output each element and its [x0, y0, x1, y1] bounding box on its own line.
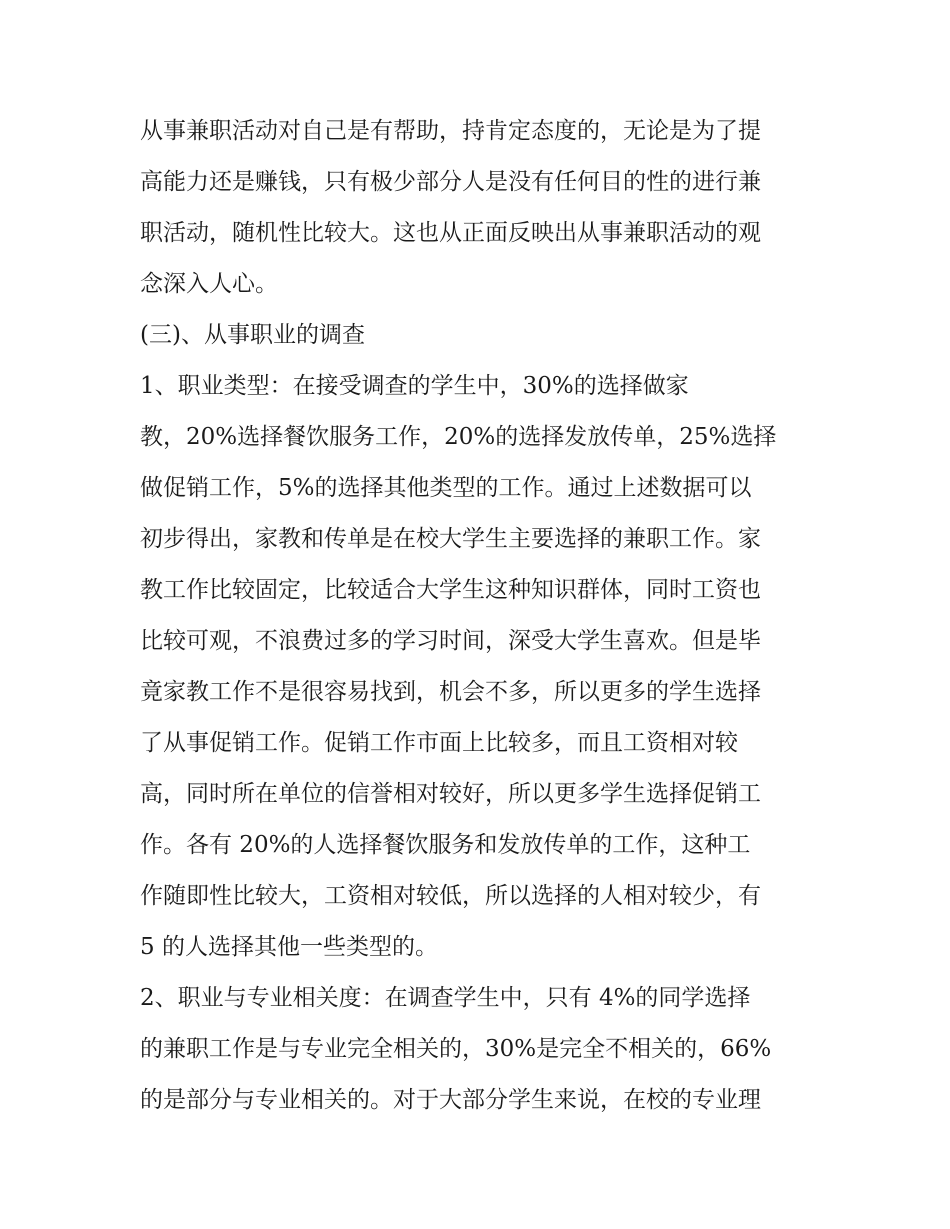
text-line: 职活动，随机性比较大。这也从正面反映出从事兼职活动的观	[140, 220, 761, 246]
text-line: 的是部分与专业相关的。对于大部分学生来说，在校的专业理	[140, 1087, 761, 1113]
text-line: 比较可观，不浪费过多的学习时间，深受大学生喜欢。但是毕	[140, 628, 761, 654]
text-line: 1、职业类型：在接受调查的学生中，30%的选择做家	[140, 373, 689, 399]
section-heading: (三)、从事职业的调查	[140, 322, 365, 348]
text-line: 高能力还是赚钱，只有极少部分人是没有任何目的性的进行兼	[140, 169, 761, 195]
document-body	[140, 106, 820, 1126]
text-line: 初步得出，家教和传单是在校大学生主要选择的兼职工作。家	[140, 526, 761, 552]
text-line: 高，同时所在单位的信誉相对较好，所以更多学生选择促销工	[140, 781, 761, 807]
text-line: 做促销工作，5%的选择其他类型的工作。通过上述数据可以	[140, 475, 752, 501]
text-line: 的兼职工作是与专业完全相关的，30%是完全不相关的，66%	[140, 1036, 772, 1062]
text-line: 作随即性比较大，工资相对较低，所以选择的人相对较少，有	[140, 883, 761, 909]
text-line: 教，20%选择餐饮服务工作，20%的选择发放传单，25%选择	[140, 424, 777, 450]
text-line: 从事兼职活动对自己是有帮助，持肯定态度的，无论是为了提	[140, 118, 761, 144]
text-line: 教工作比较固定，比较适合大学生这种知识群体，同时工资也	[140, 577, 761, 603]
text-line: 念深入人心。	[140, 271, 278, 297]
text-line: 5 的人选择其他一些类型的。	[140, 934, 438, 960]
text-line: 竟家教工作不是很容易找到，机会不多，所以更多的学生选择	[140, 679, 761, 705]
text-line: 了从事促销工作。促销工作市面上比较多，而且工资相对较	[140, 730, 738, 756]
text-line: 作。各有 20%的人选择餐饮服务和发放传单的工作，这种工	[140, 832, 751, 858]
text-line: 2、职业与专业相关度：在调查学生中，只有 4%的同学选择	[140, 985, 751, 1011]
